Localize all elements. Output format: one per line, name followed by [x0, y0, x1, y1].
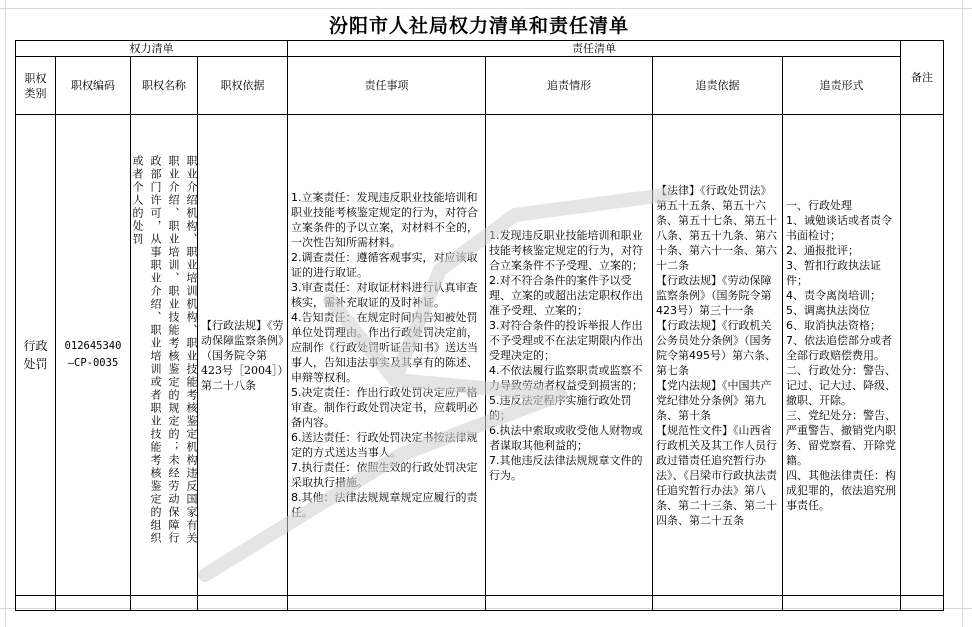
header-accountability: 追责情形 — [486, 57, 653, 115]
cell-accountability: 1.发现违反职业技能培训和职业技能考核鉴定规定的行为，对符合立案条件不予受理、立案的； 2.对不符合条件的案件予以受理、立案的或超出法定职权作出准予受理、立案的； 3.对符合条件的投诉举报人作出不予受理或不在法定期限内作出受理决定的； 4.不依法履行监察职责或监察不力导致劳动者权益受到损害的； 5.违反法定程序实施行政处罚的； 6.执法中索取或收受他人财物或者谋取其他利益的； 7.其他违反法律法规规章文件的行为。 — [486, 115, 653, 596]
empty-cell — [486, 596, 653, 611]
empty-cell — [56, 596, 131, 611]
cell-duties: 1.立案责任：发现违反职业技能培训和职业技能考核鉴定规定的行为，对符合立案条件的予以立案，对材料不全的，一次性告知所需材料。 2.调查责任：遵循客观事实，对应该取证的进行取证。 3.审查责任：对取证材料进行认真审查核实，需补充取证的及时补证。 4.告知责任：在规定时间内告知被处罚单位处罚理由。作出行政处罚决定前，应制作《行政处罚听证告知书》送达当事人，告知违法事实及其享有的陈述、申辩等权利。 5.决定责任：作出行政处罚决定应严格审查。制作行政处罚决定书，应载明必备内容。 6.送达责任：行政处罚决定书按法律规定的方式送达当事人。 7.执行责任：依照生效的行政处罚决定采取执行措施。 8.其他：法律法规规章规定应履行的责任。 — [288, 115, 486, 596]
page-title: 汾阳市人社局权力清单和责任清单 — [328, 15, 629, 37]
cell-name-text: 职业介绍机构、职业培训机构、职业技能考核鉴定机构违反国家有关职业介绍、职业培训、职业技能考核鉴定的规定的；未经劳动保障行政部门许可，从事职业介绍、职业培训或者职业技能考核鉴定的组织或者个人的处罚 — [131, 155, 198, 545]
header-remarks: 备注 — [901, 41, 944, 115]
sheet-gridline — [962, 0, 963, 627]
cell-remarks — [901, 115, 944, 596]
empty-cell — [288, 596, 486, 611]
table-row — [16, 115, 944, 596]
header-accountability-basis: 追责依据 — [653, 57, 783, 115]
empty-cell — [131, 596, 198, 611]
header-duties: 责任事项 — [288, 57, 486, 115]
cell-category: 行政 处罚 — [16, 115, 56, 596]
empty-cell — [16, 596, 56, 611]
cell-code: 012645340 —CP-0035 — [56, 115, 131, 596]
cell-basis: 【行政法规】《劳动保障监察条例》（国务院令第423号［2004］）第二十八条 — [198, 115, 288, 596]
cell-name — [131, 115, 198, 596]
header-code: 职权编码 — [56, 57, 131, 115]
empty-cell — [783, 596, 901, 611]
cell-accountability-basis: 【法律】《行政处罚法》第五十五条、第五十六条、第五十七条、第五十八条、第五十九条、第六十条、第六十一条、第六十二条 【行政法规】《劳动保障监察条例》（国务院令第423号）第三十一条 【行政法规】《行政机关公务员处分条例》（国务院令第495号）第六条、第七条 【党内法规】《中国共产党纪律处分条例》第九条、第十条 【规范性文件】《山西省行政机关及其工作人员行政过错责任追究暂行办法》、《吕梁市行政执法责任追究暂行办法》第八条、第二十三条、第二十四条、第二十五条 — [653, 115, 783, 596]
group-header-power: 权力清单 — [16, 41, 288, 57]
cell-accountability-form: 一、行政处理 1、诫勉谈话或者责令书面检讨； 2、通报批评； 3、暂扣行政执法证件； 4、责令离岗培训； 5、调离执法岗位 6、取消执法资格； 7、依法追偿部分或者全部行政赔偿费用。 二、行政处分：警告、记过、记大过、降级、撤职、开除。 三、党纪处分：警告、严重警告、撤销党内职务、留党察看、开除党籍。 四、其他法律责任：构成犯罪的，依法追究刑事责任。 — [783, 115, 901, 596]
empty-cell — [198, 596, 288, 611]
table-row-empty — [16, 596, 944, 611]
group-header-responsibility: 责任清单 — [288, 41, 901, 57]
power-responsibility-table — [15, 40, 944, 611]
header-accountability-form: 追责形式 — [783, 57, 901, 115]
empty-cell — [901, 596, 944, 611]
sheet-gridline — [0, 8, 972, 9]
header-name: 职权名称 — [131, 57, 198, 115]
empty-cell — [653, 596, 783, 611]
header-basis: 职权依据 — [198, 57, 288, 115]
sheet-gridline — [5, 0, 6, 627]
header-category: 职权 类别 — [16, 57, 56, 115]
